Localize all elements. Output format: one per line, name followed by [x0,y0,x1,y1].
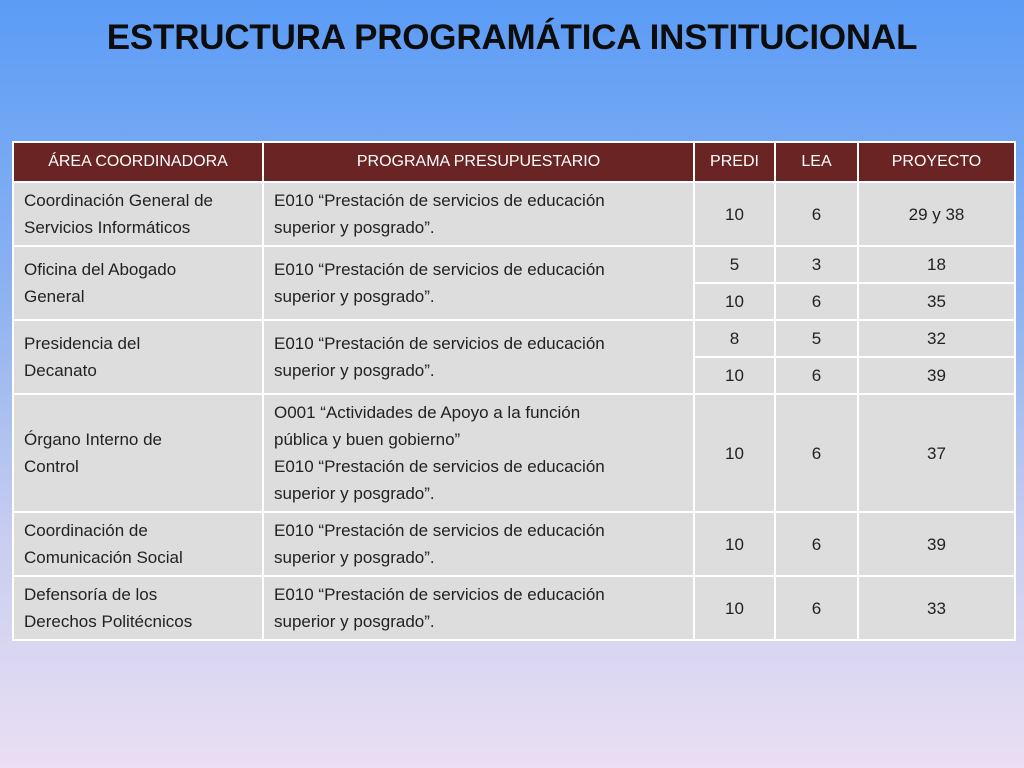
programa-line: pública y buen gobierno” [274,430,461,449]
area-cell [13,246,263,320]
programa-cell [263,512,694,576]
programa-line: E010 “Prestación de servicios de educación [274,457,605,476]
table-row [13,394,1015,512]
area-line: Decanato [24,361,97,380]
area-cell [13,512,263,576]
predi-cell: 10 [694,512,775,576]
proyecto-cell: 39 [858,357,1015,394]
predi-cell: 10 [694,394,775,512]
header-proyecto: PROYECTO [858,142,1015,182]
table-row [13,512,1015,576]
table-body [13,182,1015,640]
area-cell [13,320,263,394]
programa-cell [263,576,694,640]
lea-cell: 3 [775,246,858,283]
proyecto-cell: 35 [858,283,1015,320]
predi-cell: 10 [694,182,775,246]
programa-line: superior y posgrado”. [274,361,435,380]
table-row [13,182,1015,246]
area-line: Derechos Politécnicos [24,612,193,631]
programa-line: superior y posgrado”. [274,484,435,503]
programa-cell [263,394,694,512]
programa-cell [263,320,694,394]
area-line: Control [24,457,79,476]
area-line: Servicios Informáticos [24,218,191,237]
area-line: Presidencia del [24,334,141,353]
area-line: General [24,287,85,306]
area-line: Coordinación de [24,521,148,540]
header-area: ÁREA COORDINADORA [13,142,263,182]
proyecto-cell: 32 [858,320,1015,357]
programa-line: superior y posgrado”. [274,218,435,237]
programa-line: E010 “Prestación de servicios de educación [274,334,605,353]
programa-line: O001 “Actividades de Apoyo a la función [274,403,581,422]
predi-cell: 8 [694,320,775,357]
area-line: Oficina del Abogado [24,260,177,279]
table-header-row [13,142,1015,182]
programa-line: E010 “Prestación de servicios de educación [274,260,605,279]
lea-cell: 6 [775,182,858,246]
predi-cell: 5 [694,246,775,283]
header-programa: PROGRAMA PRESUPUESTARIO [263,142,694,182]
table-row [13,246,1015,283]
lea-cell: 5 [775,320,858,357]
programa-line: E010 “Prestación de servicios de educación [274,585,605,604]
lea-cell: 6 [775,512,858,576]
predi-cell: 10 [694,357,775,394]
page-title: ESTRUCTURA PROGRAMÁTICA INSTITUCIONAL [106,18,918,57]
lea-cell: 6 [775,283,858,320]
area-cell [13,576,263,640]
programa-cell [263,182,694,246]
programa-line: E010 “Prestación de servicios de educación [274,191,605,210]
lea-cell: 6 [775,357,858,394]
area-line: Defensoría de los [24,585,158,604]
predi-cell: 10 [694,576,775,640]
area-line: Órgano Interno de [24,430,162,449]
predi-cell: 10 [694,283,775,320]
area-cell [13,394,263,512]
programa-line: superior y posgrado”. [274,612,435,631]
programa-line: E010 “Prestación de servicios de educación [274,521,605,540]
programa-cell [263,246,694,320]
proyecto-cell: 29 y 38 [858,182,1015,246]
lea-cell: 6 [775,576,858,640]
area-cell [13,182,263,246]
program-structure-table [12,141,1016,641]
proyecto-cell: 33 [858,576,1015,640]
table-row [13,576,1015,640]
proyecto-cell: 39 [858,512,1015,576]
header-predi: PREDI [694,142,775,182]
lea-cell: 6 [775,394,858,512]
programa-line: superior y posgrado”. [274,287,435,306]
header-lea: LEA [775,142,858,182]
programa-line: superior y posgrado”. [274,548,435,567]
table-row [13,320,1015,357]
area-line: Comunicación Social [24,548,183,567]
proyecto-cell: 37 [858,394,1015,512]
area-line: Coordinación General de [24,191,214,210]
proyecto-cell: 18 [858,246,1015,283]
